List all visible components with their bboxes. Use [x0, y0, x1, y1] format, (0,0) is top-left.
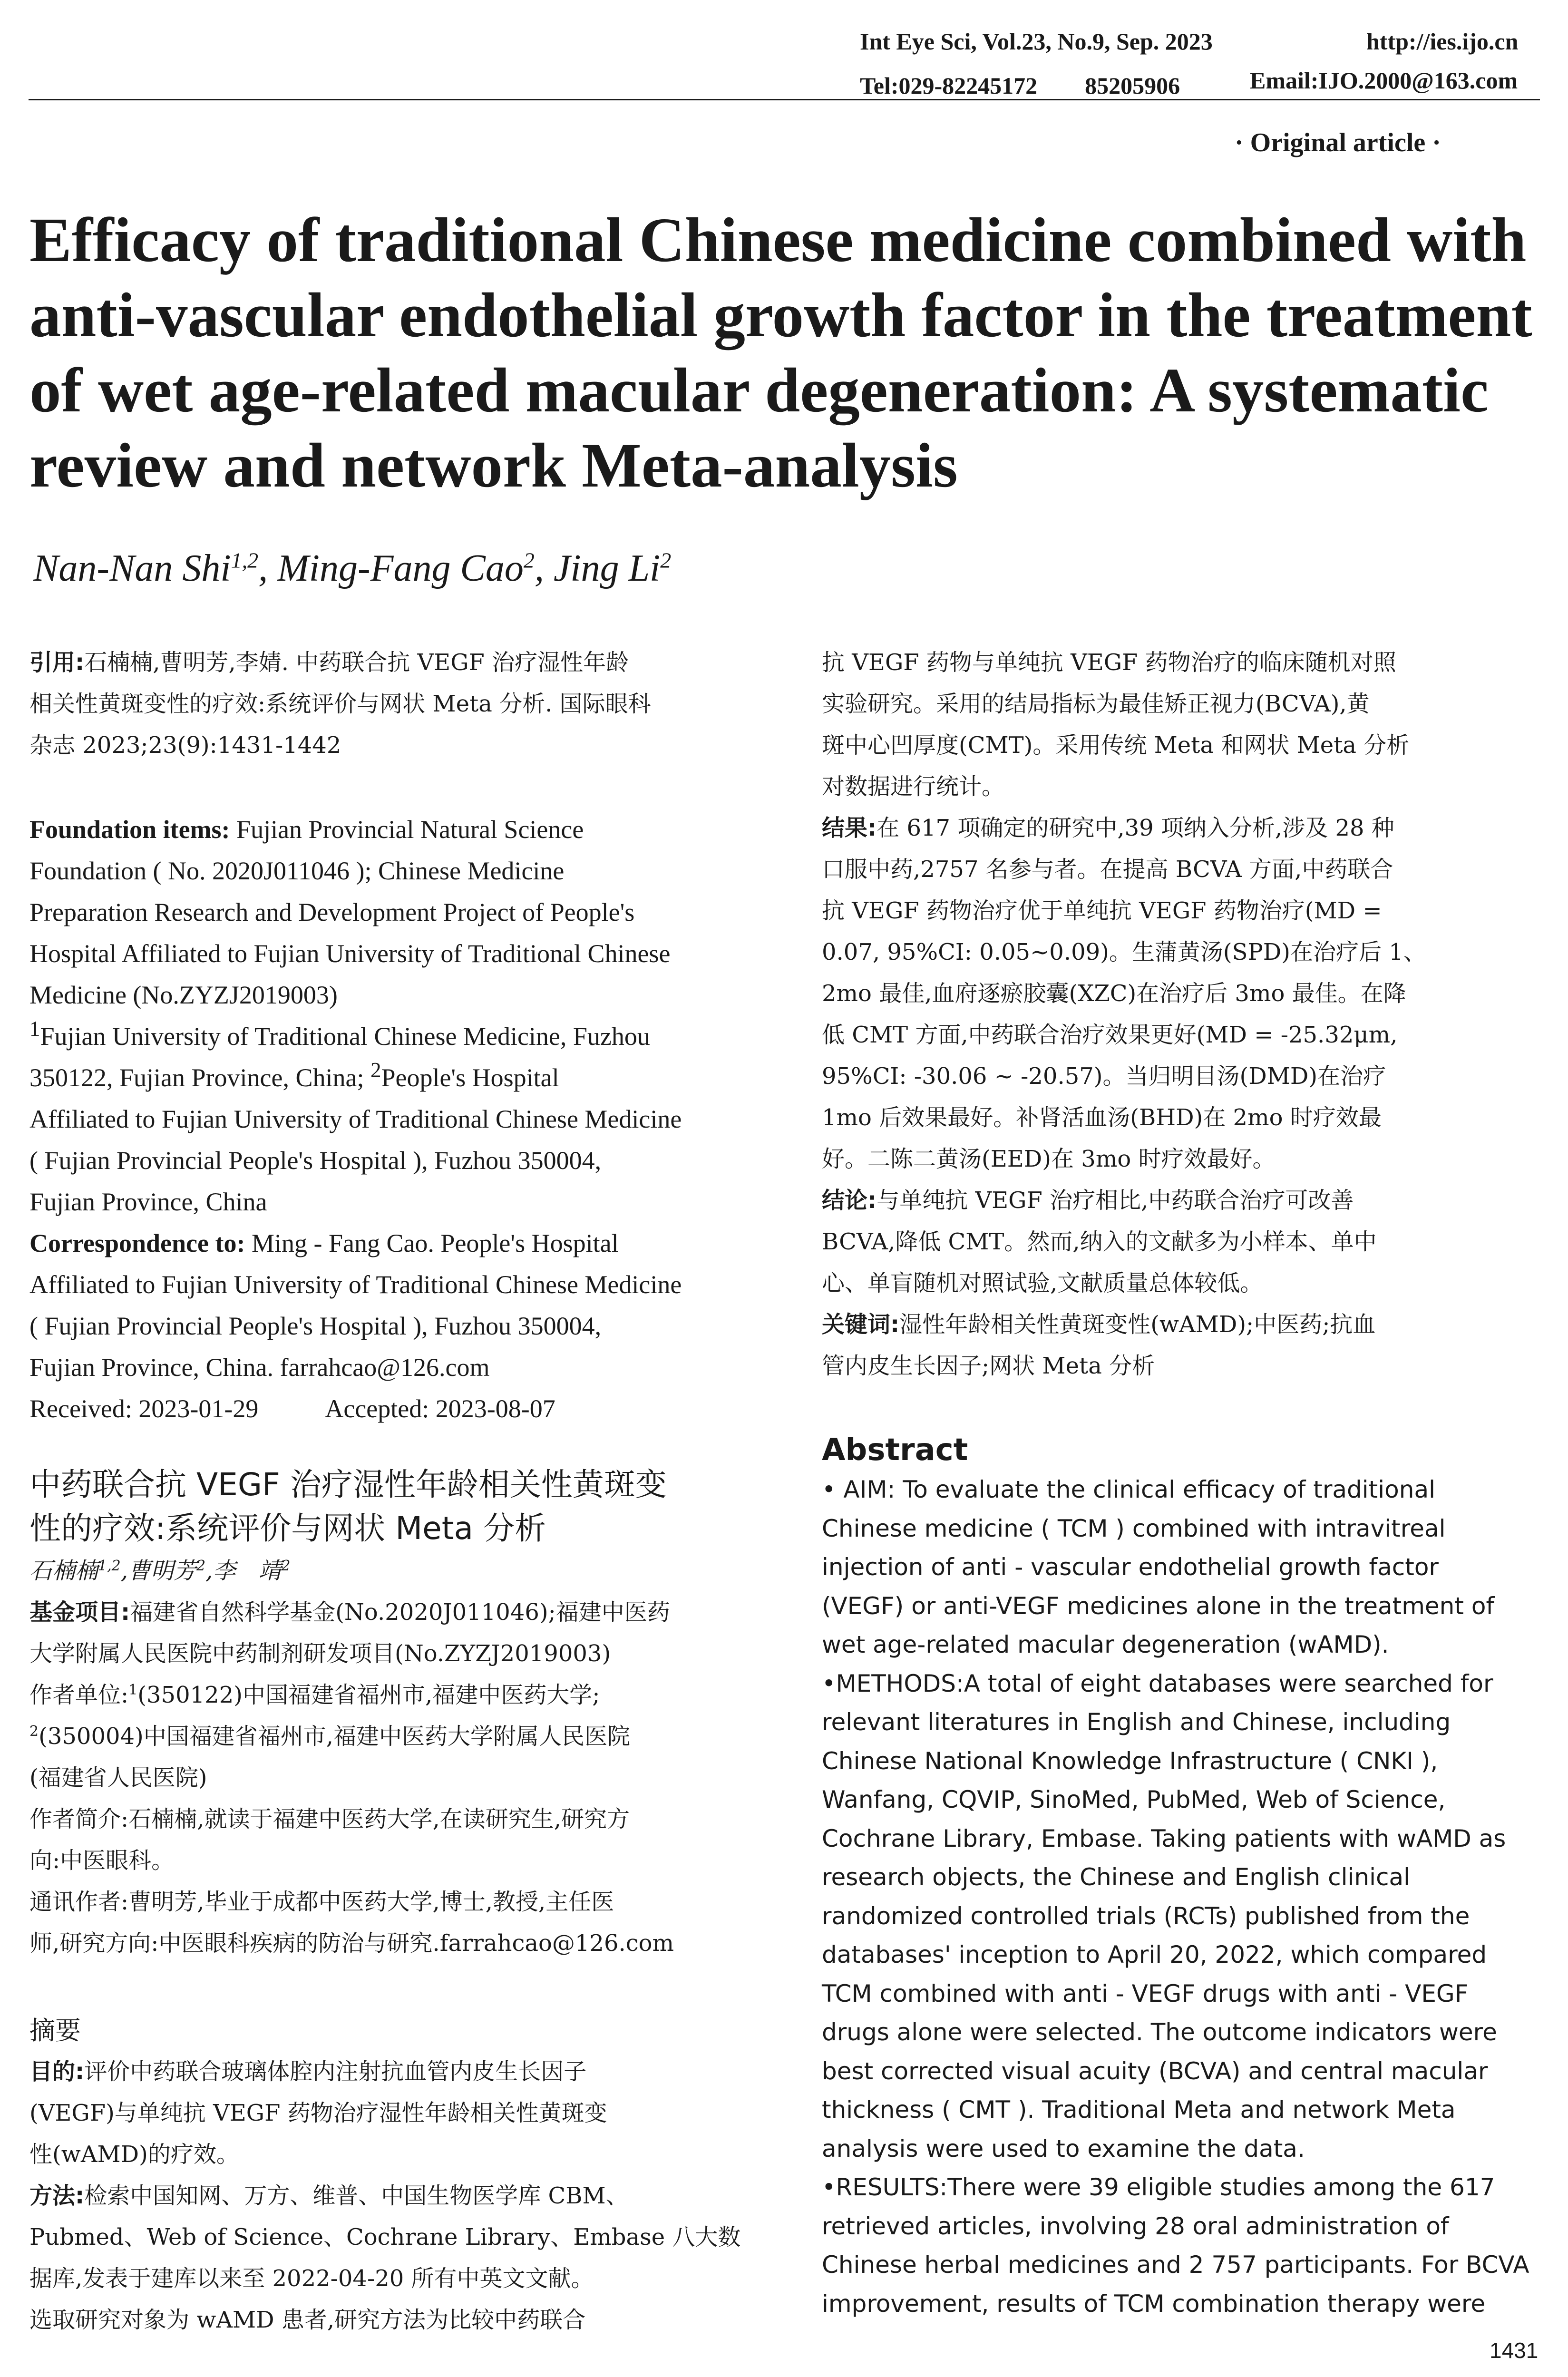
unit-label: 作者单位:: [29, 1682, 129, 1708]
affiliation-text: Fujian Province, China: [29, 1188, 267, 1216]
result-cn-text: 在 617 项确定的研究中,39 项纳入分析,涉及 28 种: [877, 815, 1394, 841]
correspondence-text: Affiliated to Fujian University of Traditional Chinese Medicine: [29, 1270, 682, 1299]
abstract-cn-heading: 摘要: [29, 2016, 81, 2046]
title-line: of wet age-related macular degeneration: A systematic: [29, 355, 1489, 425]
abstract-en: [822, 1471, 1554, 2323]
accepted-date: Accepted: 2023-08-07: [325, 1394, 555, 1423]
citation-label: 引用:: [29, 649, 85, 676]
author-name: Ming-Fang Cao: [277, 547, 524, 589]
cn-title-line: 性的疗效:系统评价与网状 Meta 分析: [29, 1510, 546, 1547]
affiliation-text: Fujian University of Traditional Chinese Medicine, Fuzhou: [40, 1022, 650, 1051]
methods-en-text: thickness ( CMT ). Traditional Meta and network Meta: [822, 2096, 1456, 2124]
method-cn-text: 抗 VEGF 药物与单纯抗 VEGF 药物治疗的临床随机对照: [822, 649, 1396, 676]
article-title: [29, 202, 1542, 503]
journal-tel: Tel:029-82245172 85205906: [860, 72, 1180, 99]
methods-en-label: •METHODS:: [822, 1669, 964, 1697]
result-cn-text: 1mo 后效果最好。补肾活血汤(BHD)在 2mo 时疗效最: [822, 1104, 1382, 1131]
aim-en-text: (VEGF) or anti-VEGF medicines alone in the treatment of: [822, 1592, 1495, 1620]
method-cn-text: 据库,发表于建库以来至 2022-04-20 所有中英文文献。: [29, 2265, 594, 2292]
results-en-text: There were 39 eligible studies among the 617: [947, 2173, 1495, 2201]
foundation-text: Medicine (No.ZYZJ2019003): [29, 981, 338, 1009]
aim-en-text: injection of anti - vascular endothelial growth factor: [822, 1553, 1439, 1581]
foundation-block: [29, 809, 764, 1430]
result-cn-text: 2mo 最佳,血府逐瘀胶囊(XZC)在治疗后 3mo 最佳。在降: [822, 980, 1406, 1007]
results-en-label: •RESULTS:: [822, 2173, 948, 2201]
methods-en-text: analysis were used to examine the data.: [822, 2134, 1305, 2163]
affiliation-mark: 1: [29, 1017, 40, 1041]
cn-title: [29, 1463, 764, 1550]
affiliation-text: 350122, Fujian Province, China;: [29, 1063, 364, 1092]
unit-mark: 1: [128, 1682, 138, 1698]
affiliation-text: People's Hospital: [381, 1063, 559, 1092]
result-cn-text: 95%CI: -30.06 ~ -20.57)。当归明目汤(DMD)在治疗: [822, 1063, 1386, 1090]
correspondence-label: Correspondence to:: [29, 1229, 245, 1257]
cn-title-line: 中药联合抗 VEGF 治疗湿性年龄相关性黄斑变: [29, 1466, 667, 1503]
article-type: · Original article ·: [1235, 128, 1441, 157]
methods-en-text: Wanfang, CQVIP, SinoMed, PubMed, Web of Science,: [822, 1786, 1446, 1813]
methods-en-text: TCM combined with anti - VEGF drugs with anti - VEGF: [822, 1979, 1469, 2007]
author-affiliation-mark: 2: [660, 548, 672, 573]
journal-email[interactable]: Email:IJO.2000@163.com: [1250, 67, 1518, 94]
unit-text: (福建省人民医院): [29, 1764, 207, 1791]
right-column: [822, 642, 1554, 2323]
foundation-text: Fujian Provincial Natural Science: [230, 815, 584, 844]
methods-en-text: relevant literatures in English and Chinese, including: [822, 1708, 1451, 1736]
methods-en-text: research objects, the Chinese and English clinical: [822, 1863, 1410, 1891]
fund-cn-text: 福建省自然科学基金(No.2020J011046);福建中医药: [130, 1599, 670, 1626]
methods-en-text: databases' inception to April 20, 2022, which compared: [822, 1941, 1487, 1968]
author-name: Jing Li: [553, 547, 661, 589]
fund-cn-label: 基金项目:: [29, 1599, 130, 1626]
author-list: Nan-Nan Shi$^{1,2}$, Ming-Fang Cao$^2$, Jing Li$^2$: [33, 547, 672, 589]
contact-text: 师,研究方向:中医眼科疾病的防治与研究.farrahcao@126.com: [29, 1930, 674, 1957]
cn-author-mark: 2: [281, 1558, 291, 1574]
affiliation-mark: 2: [370, 1058, 381, 1082]
methods-en-text: randomized controlled trials (RCTs) published from the: [822, 1902, 1470, 1930]
methods-en-text: best corrected visual acuity (BCVA) and central macular: [822, 2057, 1488, 2085]
affiliation-text: ( Fujian Provincial People's Hospital ), Fuzhou 350004,: [29, 1146, 602, 1175]
correspondence-text: Fujian Province, China. farrahcao@126.com: [29, 1353, 490, 1382]
keywords-cn-label: 关键词:: [822, 1311, 900, 1338]
unit-mark: 2: [29, 1723, 39, 1740]
correspondence-text: ( Fujian Provincial People's Hospital ), Fuzhou 350004,: [29, 1312, 602, 1340]
results-en-text: improvement, results of TCM combination therapy were: [822, 2289, 1486, 2318]
aim-en-text: Chinese medicine ( TCM ) combined with intravitreal: [822, 1514, 1446, 1542]
citation-text: 相关性黄斑变性的疗效:系统评价与网状 Meta 分析. 国际眼科: [29, 691, 651, 717]
fund-cn-text: 大学附属人民医院中药制剂研发项目(No.ZYZJ2019003): [29, 1640, 611, 1667]
foundation-text: Foundation ( No. 2020J011046 ); Chinese Medicine: [29, 857, 565, 885]
author-affiliation-mark: 2: [523, 548, 535, 573]
result-cn-text: 抗 VEGF 药物治疗优于单纯抗 VEGF 药物治疗(MD =: [822, 897, 1382, 924]
methods-en-text: Chinese National Knowledge Infrastructure ( CNKI ),: [822, 1747, 1438, 1775]
intro-label: 作者简介:: [29, 1806, 129, 1832]
aim-en-label: • AIM:: [822, 1476, 896, 1503]
intro-text: 向:中医眼科。: [29, 1847, 175, 1874]
cn-author-mark: 1,2: [98, 1558, 121, 1574]
title-line: review and network Meta-analysis: [29, 430, 958, 500]
citation-block: [29, 642, 764, 766]
unit-text: (350004)中国福建省福州市,福建中医药大学附属人民医院: [39, 1723, 631, 1750]
result-cn-label: 结果:: [822, 815, 877, 841]
aim-cn-label: 目的:: [29, 2058, 85, 2085]
result-cn-text: 低 CMT 方面,中药联合治疗效果更好(MD = -25.32μm,: [822, 1022, 1398, 1048]
result-cn-text: 好。二陈二黄汤(EED)在 3mo 时疗效最好。: [822, 1146, 1276, 1172]
results-en-text: Chinese herbal medicines and 2 757 participants. For BCVA: [822, 2251, 1529, 2279]
methods-en-text: Cochrane Library, Embase. Taking patients with wAMD as: [822, 1824, 1506, 1852]
left-column: [29, 642, 764, 2341]
method-cn-text: Pubmed、Web of Science、Cochrane Library、Embase 八大数: [29, 2224, 741, 2250]
method-cn-label: 方法:: [29, 2182, 85, 2209]
aim-en-text: To evaluate the clinical efficacy of traditional: [895, 1476, 1435, 1503]
aim-cn-text: (VEGF)与单纯抗 VEGF 药物治疗湿性年龄相关性黄斑变: [29, 2100, 607, 2126]
cn-author-name: ,李 靖: [205, 1558, 282, 1584]
aim-en-text: wet age-related macular degeneration (wAMD).: [822, 1631, 1389, 1658]
contact-text: 曹明芳,毕业于成都中医药大学,博士,教授,主任医: [128, 1889, 614, 1915]
journal-url[interactable]: http://ies.ijo.cn: [1366, 28, 1519, 55]
method-cn-text: 斑中心凹厚度(CMT)。采用传统 Meta 和网状 Meta 分析: [822, 732, 1410, 759]
method-cn-text: 对数据进行统计。: [822, 773, 1005, 800]
aim-cn-text: 性(wAMD)的疗效。: [29, 2141, 239, 2168]
author-affiliation-mark: 1,2: [231, 548, 259, 573]
contact-label: 通讯作者:: [29, 1889, 129, 1915]
abstract-heading: Abstract: [822, 1432, 968, 1468]
method-cn-text: 检索中国知网、万方、维普、中国生物医学库 CBM、: [84, 2182, 629, 2209]
intro-text: 石楠楠,就读于福建中医药大学,在读研究生,研究方: [128, 1806, 630, 1832]
conclusion-cn-text: 心、单盲随机对照试验,文献质量总体较低。: [822, 1270, 1263, 1296]
received-date: Received: 2023-01-29: [29, 1394, 259, 1423]
journal-info: Int Eye Sci, Vol.23, No.9, Sep. 2023: [860, 28, 1213, 55]
methods-en-text: drugs alone were selected. The outcome indicators were: [822, 2018, 1497, 2046]
result-cn-text: 口服中药,2757 名参与者。在提高 BCVA 方面,中药联合: [822, 856, 1393, 883]
header-rule: [29, 99, 1540, 100]
foundation-text: Hospital Affiliated to Fujian University of Traditional Chinese: [29, 939, 671, 968]
conclusion-cn-label: 结论:: [822, 1187, 877, 1214]
keywords-cn-text: 管内皮生长因子;网状 Meta 分析: [822, 1353, 1155, 1379]
cn-authors: [29, 1550, 764, 1592]
citation-text: 石楠楠,曹明芳,李婧. 中药联合抗 VEGF 治疗湿性年龄: [84, 649, 629, 676]
method-cn-text: 实验研究。采用的结局指标为最佳矫正视力(BCVA),黄: [822, 691, 1370, 717]
title-line: anti-vascular endothelial growth factor in the treatment: [29, 280, 1532, 350]
title-line: Efficacy of traditional Chinese medicine combined with: [29, 205, 1527, 275]
citation-text: 杂志 2023;23(9):1431-1442: [29, 732, 341, 759]
cn-author-name: ,曹明芳: [120, 1558, 196, 1584]
correspondence-text: Ming - Fang Cao. People's Hospital: [245, 1229, 619, 1257]
author-name: Nan-Nan Shi: [33, 547, 231, 589]
methods-en-text: A total of eight databases were searched for: [964, 1669, 1493, 1697]
affiliation-text: Affiliated to Fujian University of Traditional Chinese Medicine: [29, 1105, 682, 1133]
conclusion-cn-text: 与单纯抗 VEGF 治疗相比,中药联合治疗可改善: [877, 1187, 1354, 1214]
cn-author-mark: 2: [196, 1558, 206, 1574]
method-cn-text: 选取研究对象为 wAMD 患者,研究方法为比较中药联合: [29, 2307, 586, 2333]
result-cn-text: 0.07, 95%CI: 0.05~0.09)。生蒲黄汤(SPD)在治疗后 1、: [822, 939, 1426, 965]
keywords-cn-text: 湿性年龄相关性黄斑变性(wAMD);中医药;抗血: [899, 1311, 1376, 1338]
cn-author-name: 石楠楠: [29, 1558, 98, 1584]
foundation-text: Preparation Research and Development Project of People's: [29, 898, 635, 926]
conclusion-cn-text: BCVA,降低 CMT。然而,纳入的文献多为小样本、单中: [822, 1228, 1377, 1255]
foundation-label: Foundation items:: [29, 815, 230, 844]
results-en-text: retrieved articles, involving 28 oral administration of: [822, 2212, 1449, 2240]
aim-cn-text: 评价中药联合玻璃体腔内注射抗血管内皮生长因子: [84, 2058, 587, 2085]
page-number: 1431: [1490, 2338, 1539, 2363]
unit-text: (350122)中国福建省福州市,福建中医药大学;: [137, 1682, 600, 1708]
